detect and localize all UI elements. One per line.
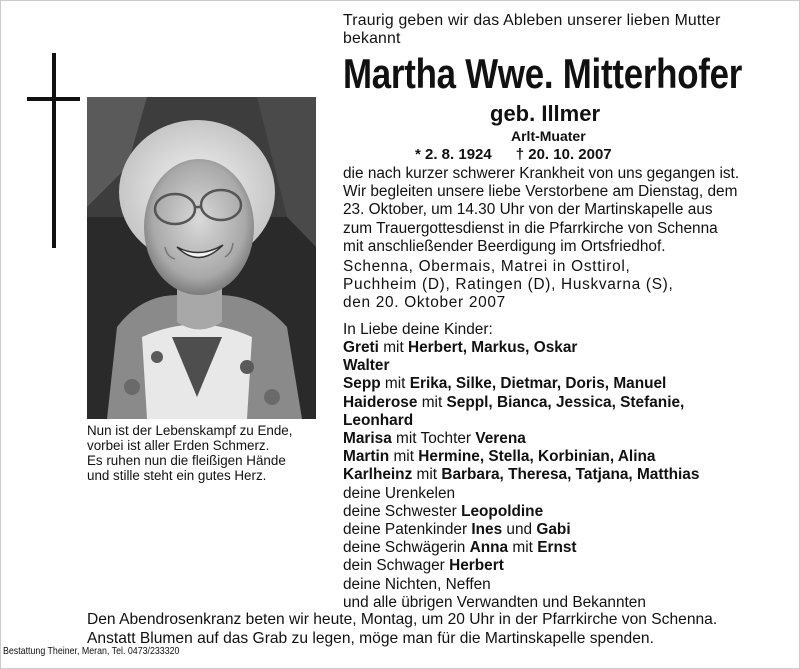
mourner-line: Martin mit Hermine, Stella, Korbinian, Alina: [343, 448, 656, 466]
deceased-name: Martha Wwe. Mitterhofer: [343, 50, 743, 97]
verse-line: Es ruhen nun die fleißigen Hände: [87, 453, 286, 468]
rosary-announcement: Den Abendrosenkranz beten wir heute, Montag, um 20 Uhr in der Pfarrkirche von Schenna.: [87, 611, 718, 628]
mourners-list: [343, 339, 699, 612]
nickname: Arlt-Muater: [511, 128, 586, 144]
verse-line: Nun ist der Lebenskampf zu Ende,: [87, 423, 293, 438]
verse-line: und stille steht ein gutes Herz.: [87, 468, 267, 483]
mourner-line: Walter: [343, 357, 390, 375]
places-and-date: [343, 258, 673, 313]
body-line: Wir begleiten unsere liebe Verstorbene am Dienstag, dem: [343, 183, 738, 201]
funeral-home-credit: Bestattung Theiner, Meran, Tel. 0473/233320: [3, 646, 180, 657]
funeral-details: [343, 165, 775, 256]
mourner-line: deine Patenkinder Ines und Gabi: [343, 521, 571, 539]
mourner-line: und alle übrigen Verwandten und Bekannten: [343, 593, 646, 611]
mourners-intro: In Liebe deine Kinder:: [343, 321, 493, 338]
mourner-line: Sepp mit Erika, Silke, Dietmar, Doris, Manuel: [343, 375, 667, 393]
memorial-verse: [87, 423, 292, 483]
intro-text: Traurig geben wir das Ableben unserer lieben Mutter bekannt: [343, 12, 721, 47]
donation-request: Anstatt Blumen auf das Grab zu legen, möge man für die Martinskapelle spenden.: [87, 630, 654, 647]
mourner-line: Haiderose mit Seppl, Bianca, Jessica, Stefanie,: [343, 393, 685, 411]
body-line: mit anschließender Beerdigung im Ortsfriedhof.: [343, 237, 666, 255]
place-line: Schenna, Obermais, Matrei in Osttirol,: [343, 258, 631, 275]
death-date: † 20. 10. 2007: [515, 146, 612, 163]
place-line: Puchheim (D), Ratingen (D), Huskvarna (S),: [343, 276, 674, 294]
body-line: 23. Oktober, um 14.30 Uhr von der Martinskapelle aus: [343, 201, 713, 219]
portrait-photo: [87, 97, 316, 419]
cross-icon: [52, 53, 56, 248]
body-line: die nach kurzer schwerer Krankheit von uns gegangen ist.: [343, 165, 740, 182]
mourner-line: deine Urenkelen: [343, 484, 456, 502]
life-dates: [415, 146, 636, 164]
cross-icon-bar: [27, 97, 80, 101]
mourner-line: dein Schwager Herbert: [343, 557, 504, 575]
mourner-line: Greti mit Herbert, Markus, Oskar: [343, 339, 578, 356]
mourner-line: deine Nichten, Neffen: [343, 575, 491, 593]
mourner-line: Leonhard: [343, 411, 414, 429]
mourner-line: Karlheinz mit Barbara, Theresa, Tatjana, Matthias: [343, 466, 700, 484]
verse-line: vorbei ist aller Erden Schmerz.: [87, 438, 270, 453]
body-line: zum Trauergottesdienst in die Pfarrkirche von Schenna: [343, 219, 718, 237]
place-line: den 20. Oktober 2007: [343, 294, 506, 312]
mourner-line: deine Schwester Leopoldine: [343, 502, 544, 520]
birth-date: * 2. 8. 1924: [415, 146, 492, 163]
mourner-line: Marisa mit Tochter Verena: [343, 430, 526, 448]
mourner-line: deine Schwägerin Anna mit Ernst: [343, 539, 577, 557]
maiden-name: geb. Illmer: [490, 101, 601, 126]
